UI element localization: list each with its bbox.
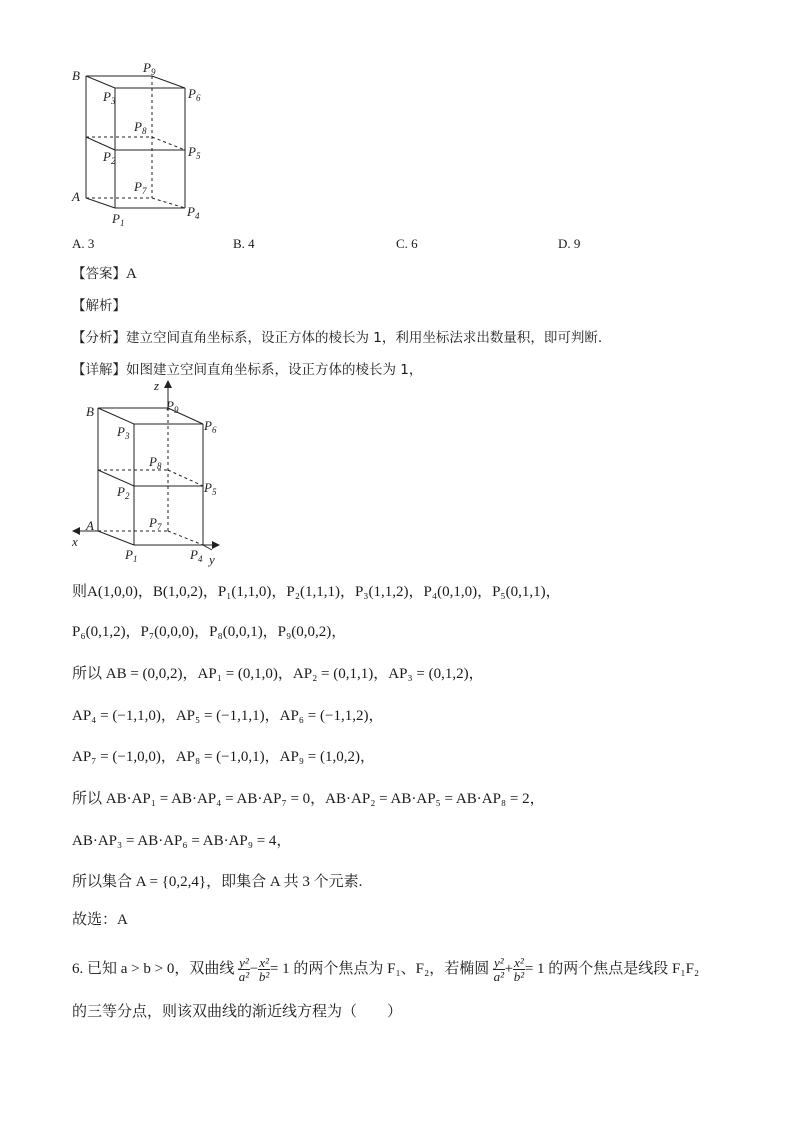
option-d: D. 9 [558,236,581,251]
analysis-tag: 【解析】 [72,298,126,314]
svg-text:P4: $P_4$ [187,204,200,221]
coords-line-1: 则A(1,0,0)，B(1,0,2)，P₁(1,1,0)，P₂(1,1,1)，P₃(1,1,2)，P₄(0,1,0)，P₅(0,1,1)， [72,584,561,600]
dot-products-line-1: 所以 AB·AP₁ = AB·AP₄ = AB·AP₇ = 0，AB·AP₂ = AB·AP₅ = AB·AP₈ = 2， [72,791,545,807]
set-conclusion-line: 所以集合 A = {0,2,4}，即集合 A 共 3 个元素. [72,874,363,890]
option-c: C. 6 [396,236,418,251]
svg-text:P8: $P_8$ [149,454,162,471]
svg-text:P6: $P_6$ [188,86,201,103]
svg-text:P6: $P_6$ [204,418,217,435]
question-6-line-1: 6. 已知 a > b > 0，双曲线 $\frac{\text{y²}}{\text{a²}}$ − $\frac{\text{x²}}{\text{b²}}$ = 1 的两个焦点为 F₁、F₂，若椭圆 $\frac{\text{y²}}{\text{a²}}$ + $\frac{\text{x²}}{\text{b²}}$ = 1 的两个焦点是线段 F₁F₂ [72,955,700,984]
choice-line: 故选：A [72,912,128,928]
vectors-line-1: 所以 AB = (0,0,2)，AP₁ = (0,1,0)，AP₂ = (0,1,1)，AP₃ = (0,1,2)， [72,666,484,682]
label-a: A [72,189,80,204]
xiangjie-line: 【详解】如图建立空间直角坐标系，设正方体的棱长为 1， [72,362,423,378]
svg-text:P7: $P_7$ [149,515,162,532]
dot-products-line-2: AB·AP₃ = AB·AP₆ = AB·AP₉ = 4， [72,833,292,849]
svg-text:A: A [86,518,94,533]
cuboid-figure-1 [70,58,220,233]
axis-x-label: x [72,534,78,549]
option-a: A. 3 [72,236,95,251]
svg-text:P3: $P_3$ [117,424,130,441]
svg-text:P8: $P_8$ [134,119,147,136]
cuboid-figure-2 [70,378,230,573]
axis-z-label: z [154,378,160,393]
svg-text:P9: $P_9$ [166,398,179,415]
axis-y-label: y [209,552,215,567]
svg-text:P5: $P_5$ [188,144,201,161]
coords-line-2: P₆(0,1,2)，P₇(0,0,0)，P₈(0,0,1)，P₉(0,0,2)， [72,624,347,640]
svg-text:P4: $P_4$ [190,547,203,564]
vectors-line-3: AP₇ = (−1,0,0)，AP₈ = (−1,0,1)，AP₉ = (1,0,2)， [72,749,375,765]
svg-text:P5: $P_5$ [204,480,217,497]
option-b: B. 4 [233,236,255,251]
svg-text:B: B [86,404,94,419]
svg-text:P9: $P_9$ [143,60,156,77]
answer-line: 【答案】A [72,266,137,282]
svg-text:P3: $P_3$ [103,89,116,106]
svg-text:P2: $P_2$ [117,484,130,501]
svg-text:P7: $P_7$ [134,179,147,196]
label-b: B [72,68,80,83]
svg-text:P1: $P_1$ [112,211,125,228]
question-6-line-2: 的三等分点，则该双曲线的渐近线方程为（ ） [72,1004,403,1020]
svg-text:P1: $P_1$ [125,547,138,564]
svg-text:P2: $P_2$ [103,149,116,166]
fenxi-line: 【分析】建立空间直角坐标系，设正方体的棱长为 1，利用坐标法求出数量积，即可判断. [72,330,603,346]
vectors-line-2: AP₄ = (−1,1,0)，AP₅ = (−1,1,1)，AP₆ = (−1,1,2)， [72,708,384,724]
